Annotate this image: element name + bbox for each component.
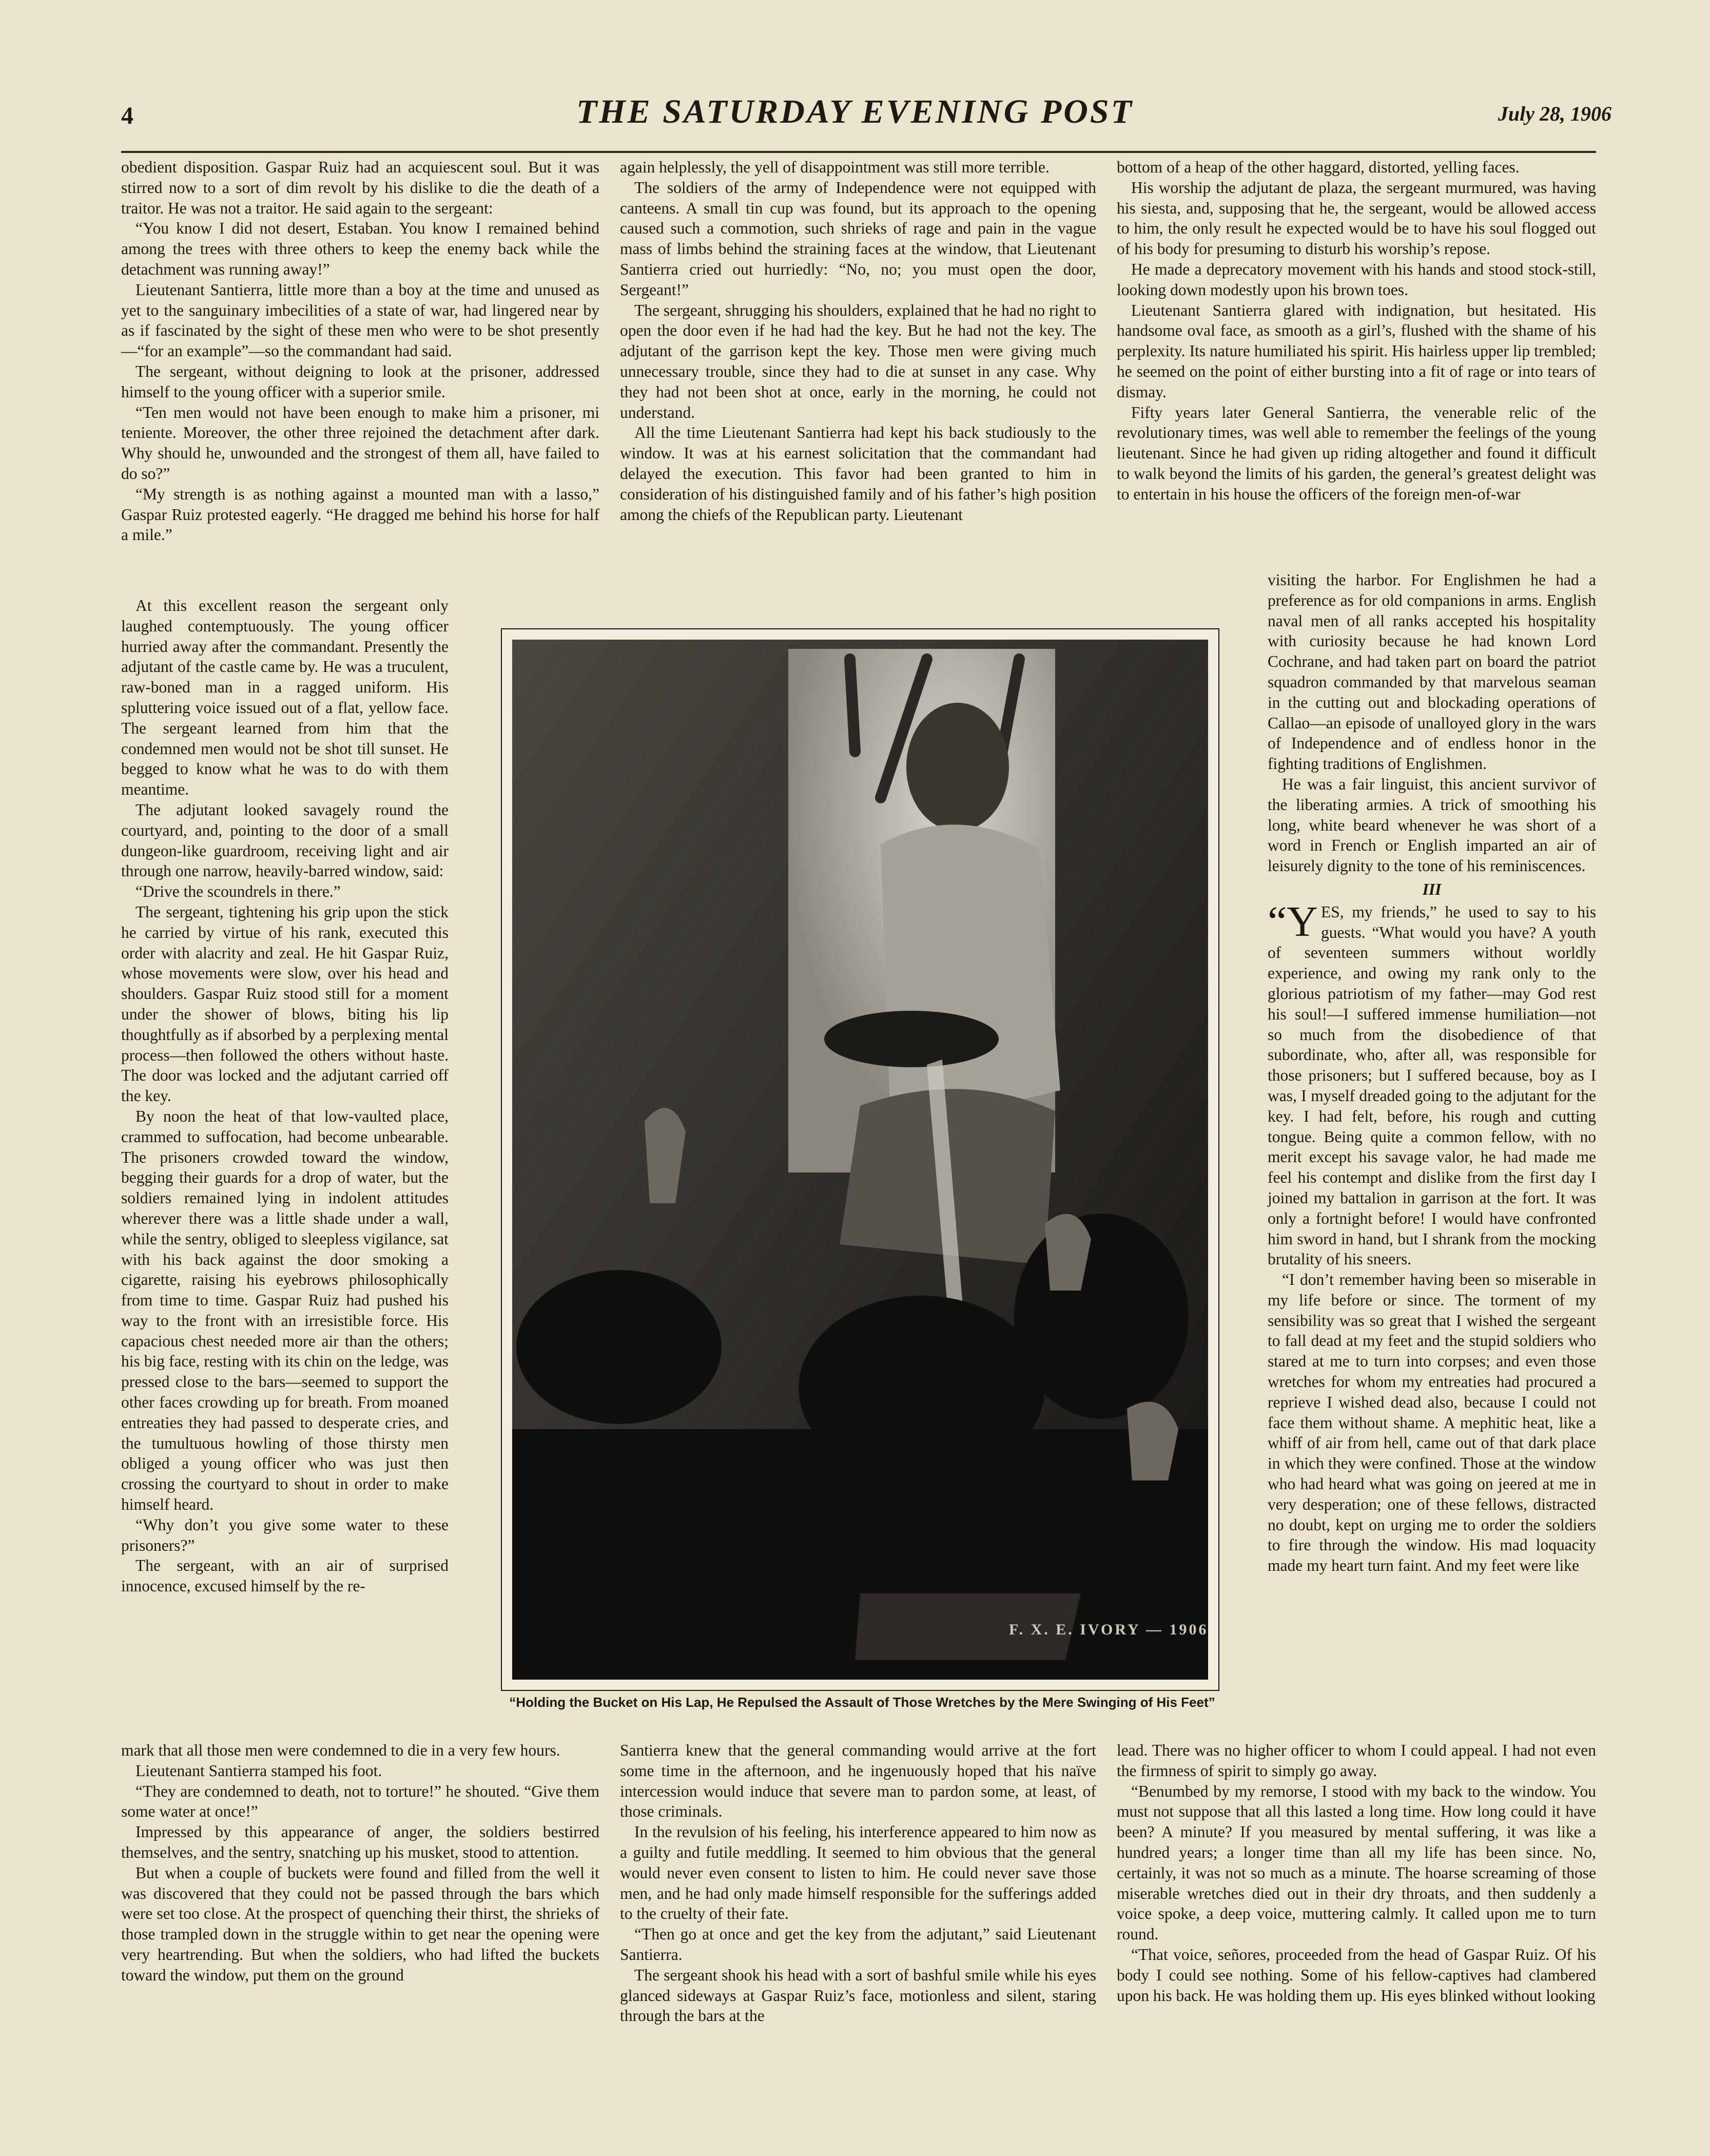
paragraph: Lieutenant Santierra glared with indignation, but hesitated. His handsome oval face, as smooth as a girl’s, flushed with the shame of his perplexity. Its nature humiliated his spirit. His hairless upper lip trembled; he seemed on the point of either bursting into a fit of rage or into tears of dismay. [1117,301,1596,401]
paragraph: The sergeant, tightening his grip upon the stick he carried by virtue of his rank, executed this order with alacrity and zeal. He hit Gaspar Ruiz, whose movements were slow, over his head and shoulders. Gaspar Ruiz stood still for a moment under the shower of blows, biting his lip thoughtfully as if absorbed by a perplexing mental process—then followed the others without haste. The door was locked and the adjutant carried off the key. [121,902,449,1105]
paragraph: bottom of a heap of the other haggard, distorted, yelling faces. [1117,158,1520,176]
paragraph: “They are condemned to death, not to torture!” he shouted. “Give them some water at once!” [121,1782,599,1821]
paragraph: Impressed by this appearance of anger, the soldiers bestirred themselves, and the sentry, snatching up his musket, stood to attention. [121,1823,599,1861]
paragraph-text: ES, my friends,” he used to say to his guests. “What would you have? A youth of seventeen summers without worldly experience, and owing my rank only to the glorious patriotism of my father—may God rest his soul!—I suffered immense humiliation—not so much from the disobedience of that subordinate, who, after all, was responsible for those prisoners; but I suffered because, boy as I was, I myself dreaded going to the adjutant for the key. I had felt, before, his rough and cutting tongue. Being quite a common fellow, with no merit except his savage valor, he had made me feel his contempt and dislike from the first day I joined my battalion in garrison at the fort. It was only a fortnight before! I would have confronted him sword in hand, but I shrank from the mocking brutality of his sneers. [1268,902,1596,1268]
column-3-bottom [1117,1740,1596,2006]
paragraph: again helplessly, the yell of disappointment was still more terrible. [620,158,1050,176]
column-3-narrow [1268,570,1596,1576]
paragraph: By noon the heat of that low-vaulted place, crammed to suffocation, had become unbearable. The prisoners crowded toward the window, begging their guards for a drop of water, but the soldiers remained lying in indolent attitudes wherever there was a little shade under a wall, while the sentry, obliged to sleepless vigilance, sat with his back against the door smoking a cigarette, raising his eyebrows philosophically from time to time. Gaspar Ruiz had pushed his way to the front with an irresistible force. His capacious chest needed more air than the others; his big face, resting with its chin on the ledge, was pressed close to the bars—seemed to support the other faces crowding up for breath. From moaned entreaties they had passed to desperate cries, and the tumultuous howling of those thirsty men obliged a young officer who was just then crossing the courtyard to shout in order to make himself heard. [121,1107,449,1514]
paragraph: The sergeant, without deigning to look at the prisoner, addressed himself to the young officer with a superior smile. [121,362,599,401]
paragraph: “You know I did not desert, Estaban. You know I remained behind among the trees with three others to keep the enemy back while the detachment was running away!” [121,219,599,278]
page-number: 4 [121,102,133,129]
section-heading: III [1422,880,1442,898]
paragraph: “Then go at once and get the key from the adjutant,” said Lieutenant Santierra. [620,1925,1096,1964]
paragraph: Lieutenant Santierra stamped his foot. [135,1761,382,1780]
page-header [0,86,1710,138]
paragraph: “Why don’t you give some water to these prisoners?” [121,1515,449,1554]
column-3-top [1117,157,1596,505]
masthead: THE SATURDAY EVENING POST [576,93,1134,130]
paragraph: But when a couple of buckets were found and filled from the well it was discovered that they could not be passed through the bars which were set too close. At the prospect of quenching their thirst, the shrieks of those trampled down in the struggle within to get near the opening were very heartrending. But when the soldiers, who had lifted the buckets toward the window, put them on the ground [121,1863,599,1984]
column-2-bottom [620,1740,1096,2026]
paragraph: “Ten men would not have been enough to make him a prisoner, mi teniente. Moreover, the other three rejoined the detachment after dark. Why should he, unwounded and the strongest of them all, have failed to do so?” [121,403,599,483]
paragraph: All the time Lieutenant Santierra had kept his back studiously to the window. It was at his earnest solicitation that the commandant had delayed the execution. This favor had been granted to him in consideration of his distinguished family and of his father’s high position among the chiefs of the Republican party. Lieutenant [620,424,1096,524]
column-2-top [620,157,1096,525]
header-rule [121,151,1596,153]
paragraph: “Benumbed by my remorse, I stood with my back to the window. You must not suppose that all this lasted a long time. How long could it have been? A minute? If you measured by mental suffering, it was like a hundred years; a longer time than all my life has been since. No, certainly, it was not so much as a minute. The hoarse screaming of those miserable wretches died out in their dry throats, and then suddenly a voice spoke, a deep voice, muttering calmly. It called upon me to turn round. [1117,1782,1596,1943]
paragraph: Santierra knew that the general commanding would arrive at the fort some time in the afternoon, and he ingenuously hoped that his naïve intercession would induce that severe man to pardon some, at least, of those criminals. [620,1741,1096,1821]
column-1-bottom [121,1740,599,1986]
drop-cap: “Y [1268,897,1318,946]
paragraph: Fifty years later General Santierra, the venerable relic of the revolutionary times, was well able to remember the feelings of the young lieutenant. Since he had given up riding altogether and found it difficult to walk beyond the limits of his garden, the general’s greatest delight was to entertain in his house the officers of the foreign men-of-war [1117,403,1596,503]
artist-signature: F. X. E. IVORY — 1906 [1009,1621,1209,1638]
paragraph: mark that all those men were condemned to die in a very few hours. [121,1741,560,1759]
paragraph: He was a fair linguist, this ancient survivor of the liberating armies. A trick of smoothing his long, white beard whenever he was short of a word in French or English imparted an air of leisurely dignity to the tone of his reminiscences. [1268,775,1596,875]
illustration [501,628,1219,1691]
paragraph: obedient disposition. Gaspar Ruiz had an acquiescent soul. But it was stirred now to a sort of dim revolt by his dislike to die the death of a traitor. He was not a traitor. He said again to the sergeant: [121,158,599,217]
paragraph: The sergeant, shrugging his shoulders, explained that he had no right to open the door even if he had had the key. But he had not the key. The adjutant of the garrison kept the key. Those men were giving much unnecessary trouble, since they had to die at sunset in any case. Why they had not been shot at once, early in the morning, he could not understand. [620,301,1096,421]
paragraph: The soldiers of the army of Independence were not equipped with canteens. A small tin cup was found, but its approach to the opening caused such a commotion, such shrieks of rage and pain in the vague mass of limbs behind the straining faces at the window, that Lieutenant Santierra cried out hurriedly: “No, no; you must open the door, Sergeant!” [620,178,1096,299]
paragraph: “Drive the scoundrels in there.” [135,882,341,901]
paragraph: Lieutenant Santierra, little more than a boy at the time and unused as yet to the sanguinary imbecilities of a state of war, had lingered near by as if fascinated by the sight of these men who were to be shot presently—“for an example”—so the commandant had said. [121,280,599,360]
paragraph: At this excellent reason the sergeant only laughed contemptuously. The young officer hurried away after the commandant. Presently the adjutant of the castle came by. He was a truculent, raw-boned man in a ragged uniform. His spluttering voice issued out of a flat, yellow face. The sergeant learned from him that the condemned men would not be shot till sunset. He begged to know what he was to do with them meantime. [121,596,449,799]
paragraph: He made a deprecatory movement with his hands and stood stock-still, looking down modestly upon his brown toes. [1117,260,1596,299]
illustration-caption: “Holding the Bucket on His Lap, He Repulsed the Assault of Those Wretches by the Mere Swinging of His Feet” [509,1695,1215,1710]
paragraph: The sergeant, with an air of surprised innocence, excused himself by the re- [121,1556,449,1595]
paragraph: “I don’t remember having been so miserable in my life before or since. The torment of my sensibility was so great that I wished the sergeant to fall dead at my feet and the stupid soldiers who stared at me to turn into corpses; and even those wretches for whom my entreaties had procured a reprieve I wished dead also, because I could not face them without shame. A mephitic heat, like a whiff of air from hell, came out of that dark place in which they were confined. Those at the window who had heard what was going on jeered at me in very desperation; one of these fellows, distracted no doubt, kept on urging me to order the soldiers to fire through the window. His mad loquacity made my heart turn faint. And my feet were like [1268,1270,1596,1575]
issue-date: July 28, 1906 [1498,102,1611,125]
column-1-narrow [121,595,449,1596]
paragraph: In the revulsion of his feeling, his interference appeared to him now as a guilty and futile meddling. It seemed to him obvious that the general would never even consent to listen to him. He could never save those men, and he had only made himself responsible for the sufferings added to the cruelty of their fate. [620,1823,1096,1923]
paragraph: The adjutant looked savagely round the courtyard, and, pointing to the door of a small dungeon-like guardroom, receiving light and air through one narrow, heavily-barred window, said: [121,800,449,880]
illustration-art [501,628,1219,1691]
section-first-paragraph [1268,897,1596,1269]
paragraph: lead. There was no higher officer to whom I could appeal. I had not even the firmness of spirit to simply go away. [1117,1741,1596,1780]
paragraph: “That voice, señores, proceeded from the head of Gaspar Ruiz. Of his body I could see nothing. Some of his fellow-captives had clambered upon his back. He was holding them up. His eyes blinked without looking [1117,1945,1596,2005]
paragraph: The sergeant shook his head with a sort of bashful smile while his eyes glanced sideways at Gaspar Ruiz’s face, motionless and silent, staring through the bars at the [620,1966,1096,2025]
column-1-top [121,157,599,545]
paragraph: “My strength is as nothing against a mounted man with a lasso,” Gaspar Ruiz protested eagerly. “He dragged me behind his horse for half a mile.” [121,485,599,544]
paragraph: His worship the adjutant de plaza, the sergeant murmured, was having his siesta, and, supposing that he, the sergeant, would be allowed access to him, the only result he expected would be to have his soul flogged out of his body for presuming to disturb his worship’s repose. [1117,178,1596,258]
paragraph: visiting the harbor. For Englishmen he had a preference as for old companions in arms. English naval men of all ranks accepted his hospitality with curiosity because he had known Lord Cochrane, and had taken part on board the patriot squadron commanded by that marvelous seaman in the cutting out and blockading operations of Callao—an episode of unalloyed glory in the wars of Independence and of endless honor in the fighting traditions of Englishmen. [1268,571,1596,773]
